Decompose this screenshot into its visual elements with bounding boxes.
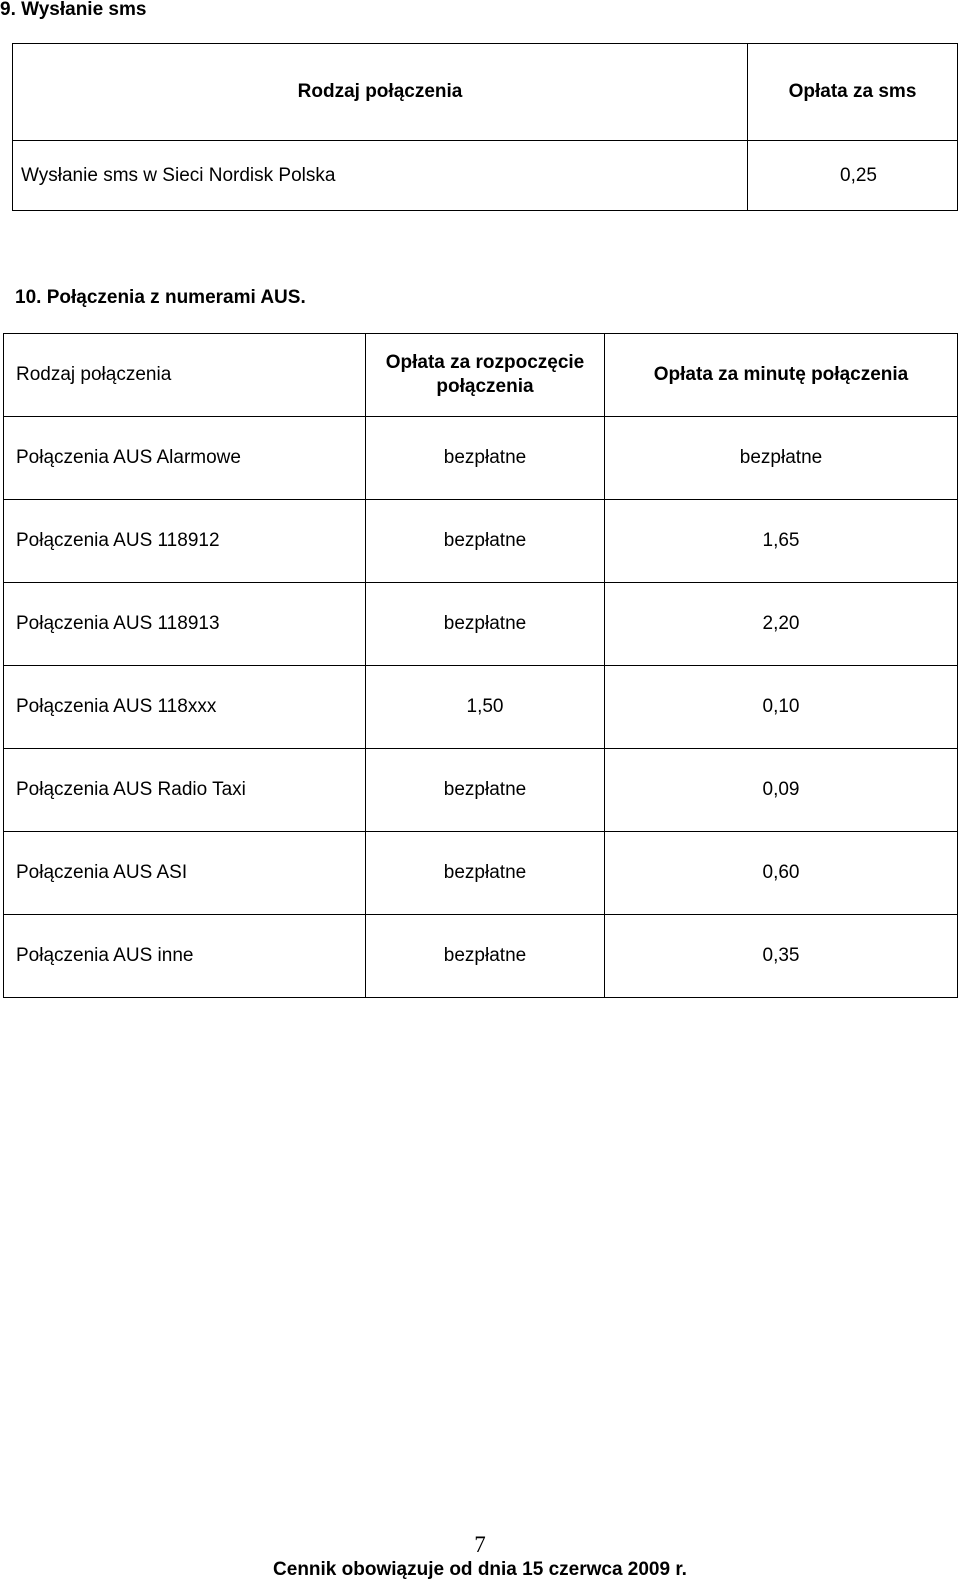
- cell-connection-type: Połączenia AUS Radio Taxi: [4, 749, 366, 832]
- cell-connection-type: Połączenia AUS Alarmowe: [4, 417, 366, 500]
- cell-minute-fee: 0,09: [605, 749, 958, 832]
- table-row: [4, 749, 958, 832]
- page-number: 7: [474, 1532, 486, 1557]
- table-row: [4, 832, 958, 915]
- cell-connection-type: Połączenia AUS 118913: [4, 583, 366, 666]
- cell-start-fee: bezpłatne: [366, 832, 605, 915]
- cell-start-fee: bezpłatne: [366, 915, 605, 998]
- cell-start-fee: 1,50: [366, 666, 605, 749]
- footer-note: Cennik obowiązuje od dnia 15 czerwca 2009 r.: [273, 1559, 687, 1580]
- aus-fee-table: [3, 333, 958, 998]
- table-header-row: [13, 44, 958, 141]
- table-row: [4, 500, 958, 583]
- sms-fee-table: [12, 43, 958, 211]
- cell-minute-fee: 0,60: [605, 832, 958, 915]
- cell-minute-fee: 2,20: [605, 583, 958, 666]
- table-row: [4, 666, 958, 749]
- cell-connection-type: Połączenia AUS inne: [4, 915, 366, 998]
- table-row: [13, 141, 958, 211]
- section-10-title: 10. Połączenia z numerami AUS.: [15, 287, 306, 308]
- cell-start-fee: bezpłatne: [366, 417, 605, 500]
- column-header-connection-type: Rodzaj połączenia: [13, 44, 748, 141]
- column-header-connection-type: Rodzaj połączenia: [4, 334, 366, 417]
- cell-minute-fee: 0,10: [605, 666, 958, 749]
- column-header-sms-fee: Opłata za sms: [748, 44, 958, 141]
- cell-start-fee: bezpłatne: [366, 749, 605, 832]
- column-header-minute-fee: Opłata za minutę połączenia: [605, 334, 958, 417]
- cell-connection-type: Wysłanie sms w Sieci Nordisk Polska: [13, 141, 748, 211]
- cell-start-fee: bezpłatne: [366, 583, 605, 666]
- cell-connection-type: Połączenia AUS ASI: [4, 832, 366, 915]
- table-row: [4, 915, 958, 998]
- cell-sms-fee: 0,25: [748, 141, 958, 211]
- cell-connection-type: Połączenia AUS 118912: [4, 500, 366, 583]
- cell-minute-fee: 0,35: [605, 915, 958, 998]
- cell-start-fee: bezpłatne: [366, 500, 605, 583]
- column-header-start-fee: Opłata za rozpoczęcie połączenia: [366, 334, 605, 417]
- cell-minute-fee: bezpłatne: [605, 417, 958, 500]
- section-9-title: 9. Wysłanie sms: [0, 0, 147, 20]
- cell-minute-fee: 1,65: [605, 500, 958, 583]
- table-header-row: [4, 334, 958, 417]
- table-row: [4, 417, 958, 500]
- cell-connection-type: Połączenia AUS 118xxx: [4, 666, 366, 749]
- table-row: [4, 583, 958, 666]
